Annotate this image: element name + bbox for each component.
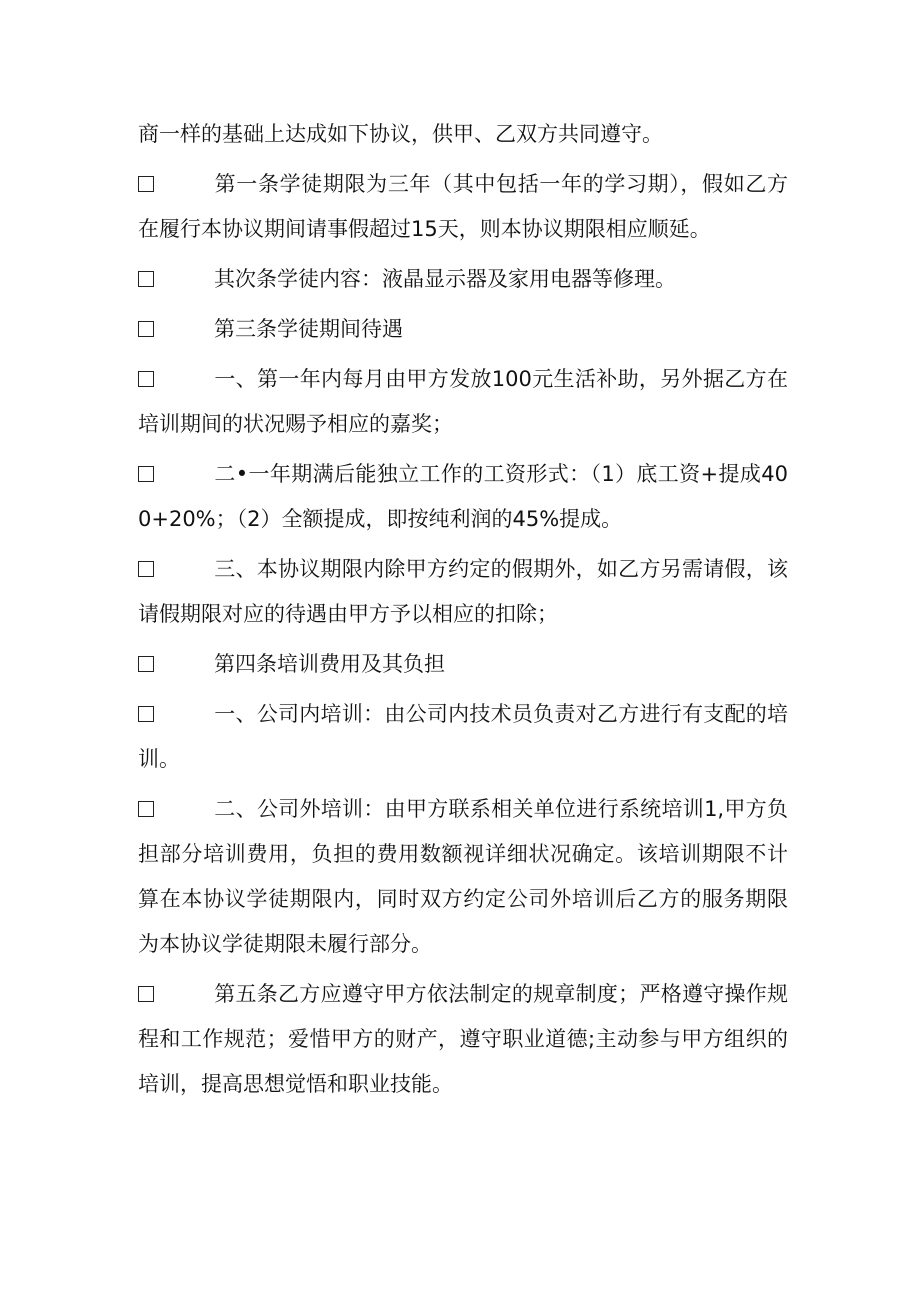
paragraph-6 [138, 547, 788, 637]
paragraph-text: 其次条学徒内容：液晶显示器及家用电器等修理。 [214, 267, 676, 291]
document-body [138, 112, 788, 1112]
paragraph-text: 第三条学徒期间待遇 [214, 317, 403, 341]
paragraph-8 [138, 692, 788, 782]
paragraph-5 [138, 452, 788, 542]
paragraph-1 [138, 162, 788, 252]
checkbox-marker-icon [138, 706, 154, 722]
checkbox-marker-icon [138, 801, 154, 817]
paragraph-2 [138, 257, 788, 302]
paragraph-text: 二•一年期满后能独立工作的工资形式：（1）底工资+提成400+20%；（2）全额提成，即按纯利润的45%提成。 [138, 462, 788, 531]
paragraph-4 [138, 357, 788, 447]
paragraph-7 [138, 642, 788, 687]
paragraph-10 [138, 972, 788, 1107]
paragraph-text: 二、公司外培训：由甲方联系相关单位进行系统培训1,甲方负担部分培训费用，负担的费用数额视详细状况确定。该培训期限不计算在本协议学徒期限内，同时双方约定公司外培训后乙方的服务期限为本协议学徒期限未履行部分。 [138, 797, 788, 956]
paragraph-text: 第四条培训费用及其负担 [214, 652, 445, 676]
paragraph-text: 一、第一年内每月由甲方发放100元生活补助，另外据乙方在培训期间的状况赐予相应的嘉奖； [138, 367, 788, 436]
paragraph-3 [138, 307, 788, 352]
paragraph-text: 一、公司内培训：由公司内技术员负责对乙方进行有支配的培训。 [138, 702, 788, 771]
checkbox-marker-icon [138, 176, 154, 192]
paragraph-text: 商一样的基础上达成如下协议，供甲、乙双方共同遵守。 [138, 122, 663, 146]
paragraph-text: 第一条学徒期限为三年（其中包括一年的学习期），假如乙方在履行本协议期间请事假超过15天，则本协议期限相应顺延。 [138, 172, 788, 241]
checkbox-marker-icon [138, 271, 154, 287]
checkbox-marker-icon [138, 321, 154, 337]
checkbox-marker-icon [138, 656, 154, 672]
checkbox-marker-icon [138, 371, 154, 387]
paragraph-0 [138, 112, 788, 157]
checkbox-marker-icon [138, 466, 154, 482]
paragraph-text: 第五条乙方应遵守甲方依法制定的规章制度；严格遵守操作规程和工作规范；爱惜甲方的财产，遵守职业道德;主动参与甲方组织的培训，提高思想觉悟和职业技能。 [138, 982, 788, 1096]
checkbox-marker-icon [138, 986, 154, 1002]
paragraph-9 [138, 787, 788, 967]
paragraph-text: 三、本协议期限内除甲方约定的假期外，如乙方另需请假，该请假期限对应的待遇由甲方予以相应的扣除； [138, 557, 788, 626]
checkbox-marker-icon [138, 561, 154, 577]
